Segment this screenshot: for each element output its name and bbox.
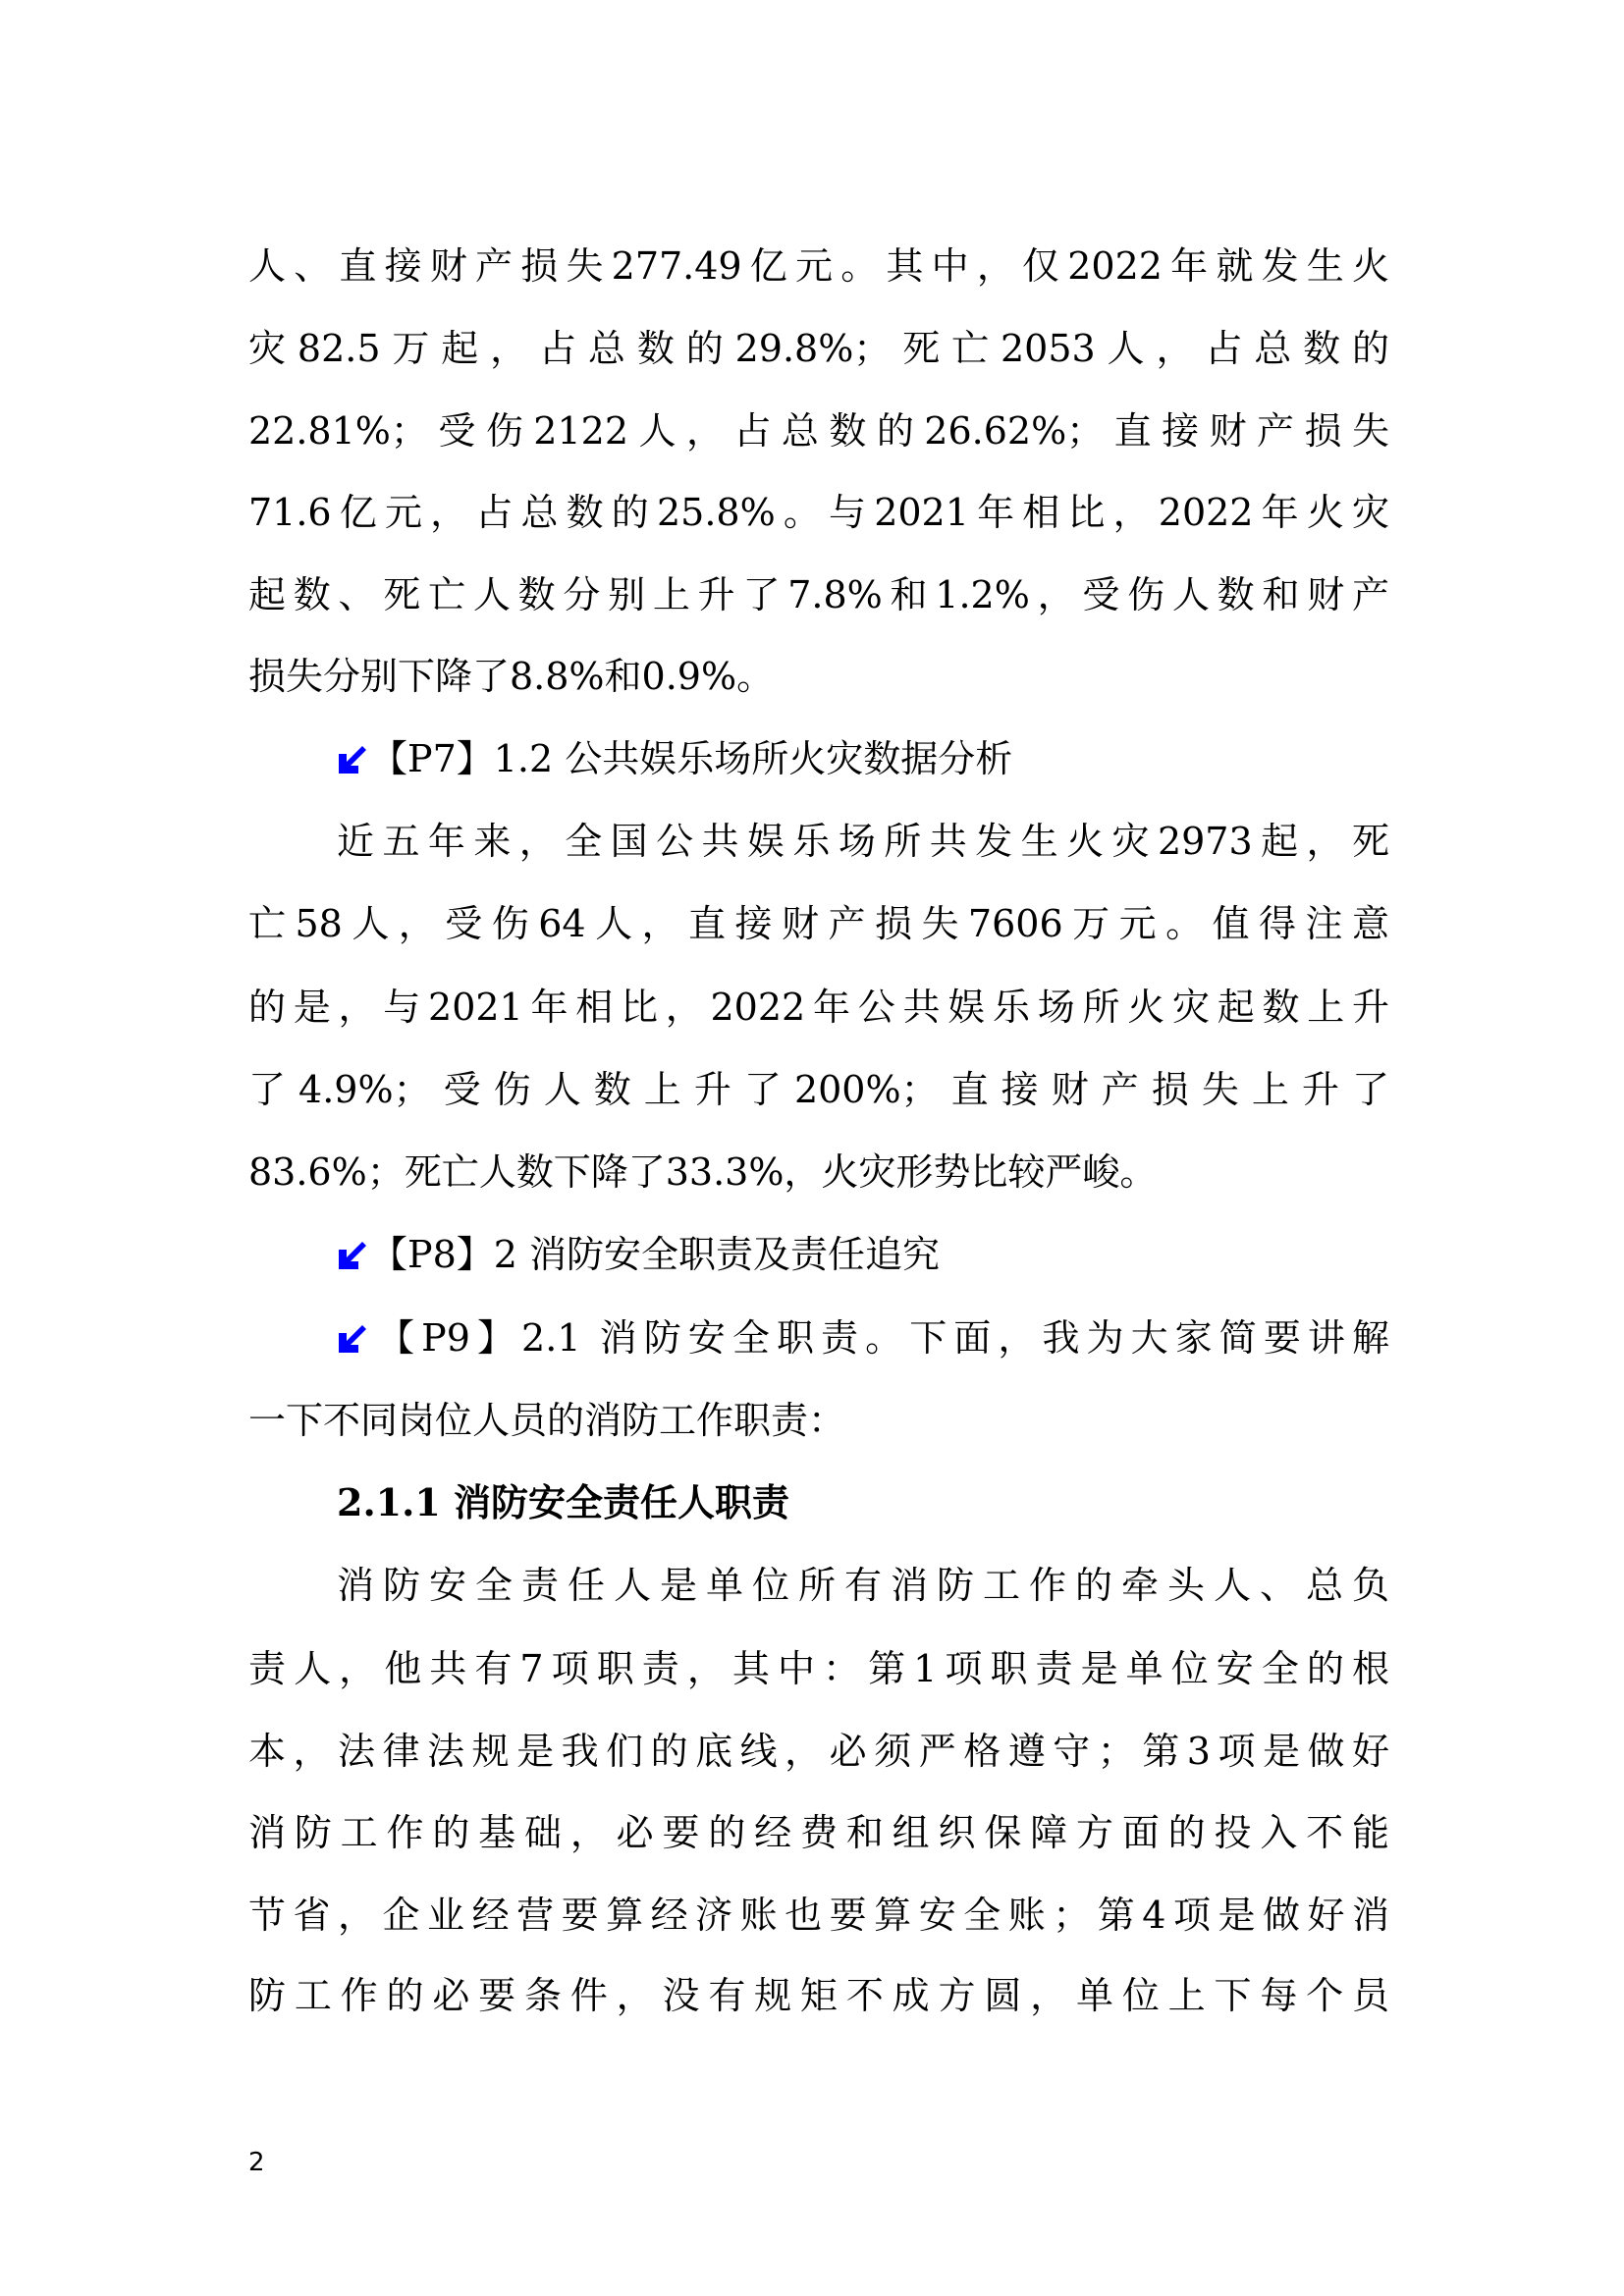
heading-text: 【P7】1.2 公共娱乐场所火灾数据分析 [370,737,1013,780]
body-line: 一下不同岗位人员的消防工作职责： [248,1399,846,1442]
section-heading-p9 [337,1310,1389,1365]
arrow-down-left-icon [337,1321,366,1355]
body-line: 消防安全责任人是单位所有消防工作的牵头人、总负 [337,1564,1389,1607]
heading-text: 【P9】2.1 消防安全职责。下面，我为大家简要讲解 [370,1316,1389,1360]
body-line: 22.81%；受伤2122人，占总数的26.62%；直接财产损失 [248,409,1389,453]
arrow-down-left-icon [337,742,366,775]
body-line: 灾82.5万起，占总数的29.8%；死亡2053人，占总数的 [248,327,1389,370]
body-line: 人、直接财产损失277.49亿元。其中，仅2022年就发生火 [248,244,1389,288]
body-line: 损失分别下降了8.8%和0.9%。 [248,655,775,698]
body-line: 83.6%；死亡人数下降了33.3%，火灾形势比较严峻。 [248,1150,1158,1194]
body-line: 起数、死亡人数分别上升了7.8%和1.2%，受伤人数和财产 [248,573,1389,616]
subsection-heading: 2.1.1 消防安全责任人职责 [337,1480,790,1524]
section-heading-p7 [337,731,1389,786]
body-line: 近五年来，全国公共娱乐场所共发生火灾2973起，死 [337,820,1389,863]
body-line: 消防工作的基础，必要的经费和组织保障方面的投入不能 [248,1811,1389,1854]
body-line: 本，法律法规是我们的底线，必须严格遵守；第3项是做好 [248,1730,1389,1773]
body-line: 防工作的必要条件，没有规矩不成方圆，单位上下每个员 [248,1974,1389,2017]
body-line: 了4.9%；受伤人数上升了200%；直接财产损失上升了 [248,1068,1389,1111]
body-line: 亡58人，受伤64人，直接财产损失7606万元。值得注意 [248,902,1389,945]
page-number: 2 [248,2148,265,2177]
arrow-down-left-icon [337,1238,366,1271]
body-line: 71.6亿元，占总数的25.8%。与2021年相比，2022年火灾 [248,491,1389,534]
body-line: 的是，与2021年相比，2022年公共娱乐场所火灾起数上升 [248,986,1389,1029]
body-line: 节省，企业经营要算经济账也要算安全账；第4项是做好消 [248,1894,1389,1937]
section-heading-p8 [337,1227,1389,1282]
body-line: 责人，他共有7项职责，其中：第1项职责是单位安全的根 [248,1647,1389,1690]
heading-text: 【P8】2 消防安全职责及责任追究 [370,1233,941,1276]
